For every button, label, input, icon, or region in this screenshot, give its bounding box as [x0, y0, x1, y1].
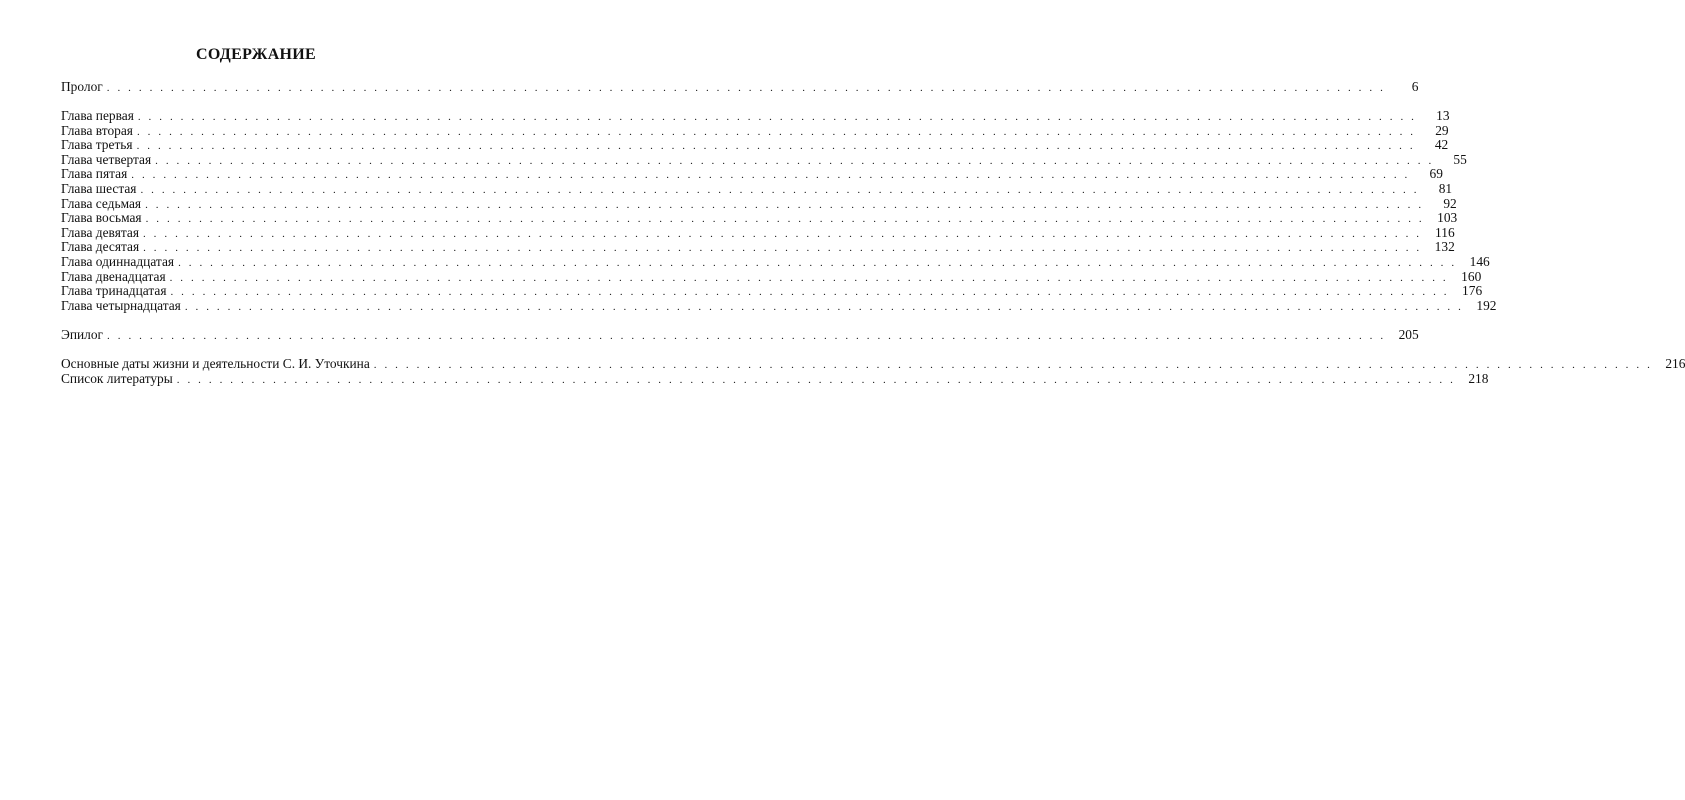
toc-entry-label: Глава двенадцатая — [61, 268, 166, 284]
toc-group — [61, 79, 1419, 95]
toc-entry — [61, 268, 1482, 285]
toc-entry-label: Список литературы — [61, 370, 173, 386]
toc-entry — [61, 108, 1450, 124]
dot-leader: . . . . . . . . . . . . . . . . . . . . . . . . . . . . . . . . . . . . . . . . . . . . . . . . . . . . . . . . . . . . . . . . . . . . . . . . . . . . . . . . . . . . . . . . . . . . . . . . . . . . . . . . . . . . . . . . . . . . . . . . — [131, 169, 1410, 182]
dot-leader: . . . . . . . . . . . . . . . . . . . . . . . . . . . . . . . . . . . . . . . . . . . . . . . . . . . . . . . . . . . . . . . . . . . . . . . . . . . . . . . . . . . . . . . . . . . . . . . . . . . . . . . . . . . . . . . . . . . . . . . . — [373, 359, 1653, 371]
toc-entry — [61, 370, 1489, 387]
toc-entry-label: Глава шестая — [61, 181, 137, 197]
toc-entry — [61, 356, 1685, 372]
toc-entry-page-number: 6 — [1411, 79, 1419, 94]
toc-entry-page-number: 103 — [1437, 210, 1458, 226]
dot-leader: . . . . . . . . . . . . . . . . . . . . . . . . . . . . . . . . . . . . . . . . . . . . . . . . . . . . . . . . . . . . . . . . . . . . . . . . . . . . . . . . . . . . . . . . . . . . . . . . . . . . . . . . . . . . . . . . . . . . . . . . — [143, 242, 1422, 255]
toc-entry-label: Глава десятая — [61, 239, 140, 255]
toc-entry — [61, 283, 1483, 299]
toc-entry-page-number: 160 — [1461, 268, 1482, 284]
toc-entry-label: Пролог — [61, 79, 103, 94]
toc-entry — [61, 239, 1455, 255]
toc-entry-label: Основные даты жизни и деятельности С. И. Уточкина — [61, 356, 370, 371]
toc-group — [61, 108, 1497, 313]
toc-group — [61, 356, 1685, 386]
toc-entry — [61, 79, 1419, 95]
toc-entry — [61, 151, 1467, 168]
toc-entry-page-number: 176 — [1462, 283, 1483, 299]
toc-entry — [61, 181, 1453, 197]
toc-entry-label: Глава первая — [61, 108, 134, 124]
toc-entry-label: Глава седьмая — [61, 195, 142, 211]
toc-entry-page-number: 92 — [1443, 195, 1457, 211]
toc-entry-label: Глава вторая — [61, 122, 133, 138]
toc-entry-label: Глава четвертая — [61, 151, 152, 167]
toc-entry — [61, 195, 1457, 212]
toc-entry-page-number: 81 — [1438, 181, 1453, 197]
toc-entry — [61, 297, 1497, 314]
dot-leader: . . . . . . . . . . . . . . . . . . . . . . . . . . . . . . . . . . . . . . . . . . . . . . . . . . . . . . . . . . . . . . . . . . . . . . . . . . . . . . . . . . . . . . . . . . . . . . . . . . . . . . . . . . . . . . . . . . . . . . . . — [136, 140, 1416, 153]
toc-entry-page-number: 116 — [1435, 224, 1455, 240]
toc-entry-label: Глава восьмая — [61, 210, 142, 226]
toc-entry — [61, 166, 1443, 182]
toc-entry-label: Глава пятая — [61, 166, 128, 182]
toc-entry-page-number: 146 — [1469, 254, 1490, 270]
toc-entry-page-number: 218 — [1468, 370, 1489, 386]
toc-entry-label: Глава четырнадцатая — [61, 297, 181, 313]
dot-leader: . . . . . . . . . . . . . . . . . . . . . . . . . . . . . . . . . . . . . . . . . . . . . . . . . . . . . . . . . . . . . . . . . . . . . . . . . . . . . . . . . . . . . . . . . . . . . . . . . . . . . . . . . . . . . . . . . . . . . . . . — [107, 329, 1386, 342]
dot-leader: . . . . . . . . . . . . . . . . . . . . . . . . . . . . . . . . . . . . . . . . . . . . . . . . . . . . . . . . . . . . . . . . . . . . . . . . . . . . . . . . . . . . . . . . . . . . . . . . . . . . . . . . . . . . . . . . . . . . . . . . — [145, 213, 1425, 226]
dot-leader: . . . . . . . . . . . . . . . . . . . . . . . . . . . . . . . . . . . . . . . . . . . . . . . . . . . . . . . . . . . . . . . . . . . . . . . . . . . . . . . . . . . . . . . . . . . . . . . . . . . . . . . . . . . . . . . . . . . . . . . . — [137, 111, 1417, 124]
toc-entry-page-number: 132 — [1434, 239, 1455, 255]
dot-leader: . . . . . . . . . . . . . . . . . . . . . . . . . . . . . . . . . . . . . . . . . . . . . . . . . . . . . . . . . . . . . . . . . . . . . . . . . . . . . . . . . . . . . . . . . . . . . . . . . . . . . . . . . . . . . . . . . . . . . . . . — [170, 286, 1450, 299]
toc-entry-label: Глава третья — [61, 137, 133, 153]
toc-entry-page-number: 192 — [1476, 297, 1497, 313]
toc-entry-label: Эпилог — [61, 326, 104, 342]
dot-leader: . . . . . . . . . . . . . . . . . . . . . . . . . . . . . . . . . . . . . . . . . . . . . . . . . . . . . . . . . . . . . . . . . . . . . . . . . . . . . . . . . . . . . . . . . . . . . . . . . . . . . . . . . . . . . . . . . . . . . . . . — [184, 300, 1464, 313]
dot-leader: . . . . . . . . . . . . . . . . . . . . . . . . . . . . . . . . . . . . . . . . . . . . . . . . . . . . . . . . . . . . . . . . . . . . . . . . . . . . . . . . . . . . . . . . . . . . . . . . . . . . . . . . . . . . . . . . . . . . . . . . — [142, 227, 1422, 240]
toc-group — [61, 326, 1419, 343]
table-of-contents — [61, 79, 1685, 401]
dot-leader: . . . . . . . . . . . . . . . . . . . . . . . . . . . . . . . . . . . . . . . . . . . . . . . . . . . . . . . . . . . . . . . . . . . . . . . . . . . . . . . . . . . . . . . . . . . . . . . . . . . . . . . . . . . . . . . . . . . . . . . . — [145, 198, 1424, 211]
dot-leader: . . . . . . . . . . . . . . . . . . . . . . . . . . . . . . . . . . . . . . . . . . . . . . . . . . . . . . . . . . . . . . . . . . . . . . . . . . . . . . . . . . . . . . . . . . . . . . . . . . . . . . . . . . . . . . . . . . . . . . . . — [176, 373, 1456, 386]
toc-entry-page-number: 29 — [1435, 122, 1449, 138]
toc-entry-page-number: 216 — [1665, 356, 1685, 371]
toc-entry — [61, 137, 1449, 153]
toc-entry-label: Глава одиннадцатая — [61, 254, 175, 270]
toc-entry — [61, 210, 1458, 226]
dot-leader: . . . . . . . . . . . . . . . . . . . . . . . . . . . . . . . . . . . . . . . . . . . . . . . . . . . . . . . . . . . . . . . . . . . . . . . . . . . . . . . . . . . . . . . . . . . . . . . . . . . . . . . . . . . . . . . . . . . . . . . . — [136, 125, 1416, 138]
toc-entry-page-number: 13 — [1436, 108, 1450, 124]
toc-entry — [61, 326, 1419, 343]
toc-entry — [61, 254, 1490, 270]
dot-leader: . . . . . . . . . . . . . . . . . . . . . . . . . . . . . . . . . . . . . . . . . . . . . . . . . . . . . . . . . . . . . . . . . . . . . . . . . . . . . . . . . . . . . . . . . . . . . . . . . . . . . . . . . . . . . . . . . . . . . . . . — [140, 184, 1420, 197]
dot-leader: . . . . . . . . . . . . . . . . . . . . . . . . . . . . . . . . . . . . . . . . . . . . . . . . . . . . . . . . . . . . . . . . . . . . . . . . . . . . . . . . . . . . . . . . . . . . . . . . . . . . . . . . . . . . . . . . . . . . . . . . — [169, 271, 1449, 284]
page-title: СОДЕРЖАНИЕ — [195, 46, 317, 63]
dot-leader: . . . . . . . . . . . . . . . . . . . . . . . . . . . . . . . . . . . . . . . . . . . . . . . . . . . . . . . . . . . . . . . . . . . . . . . . . . . . . . . . . . . . . . . . . . . . . . . . . . . . . . . . . . . . . . . . . . . . . . . . — [155, 154, 1434, 167]
toc-entry — [61, 224, 1455, 241]
toc-entry-label: Глава тринадцатая — [61, 283, 167, 299]
toc-entry-page-number: 69 — [1429, 166, 1443, 182]
toc-entry — [61, 122, 1449, 139]
dot-leader: . . . . . . . . . . . . . . . . . . . . . . . . . . . . . . . . . . . . . . . . . . . . . . . . . . . . . . . . . . . . . . . . . . . . . . . . . . . . . . . . . . . . . . . . . . . . . . . . . . . . . . . . . . . . . . . . . . . . . . . . — [106, 82, 1386, 94]
toc-entry-label: Глава девятая — [61, 224, 139, 240]
toc-entry-page-number: 42 — [1434, 137, 1449, 153]
toc-entry-page-number: 55 — [1453, 151, 1467, 167]
toc-entry-page-number: 205 — [1398, 326, 1419, 342]
dot-leader: . . . . . . . . . . . . . . . . . . . . . . . . . . . . . . . . . . . . . . . . . . . . . . . . . . . . . . . . . . . . . . . . . . . . . . . . . . . . . . . . . . . . . . . . . . . . . . . . . . . . . . . . . . . . . . . . . . . . . . . . — [178, 257, 1457, 270]
